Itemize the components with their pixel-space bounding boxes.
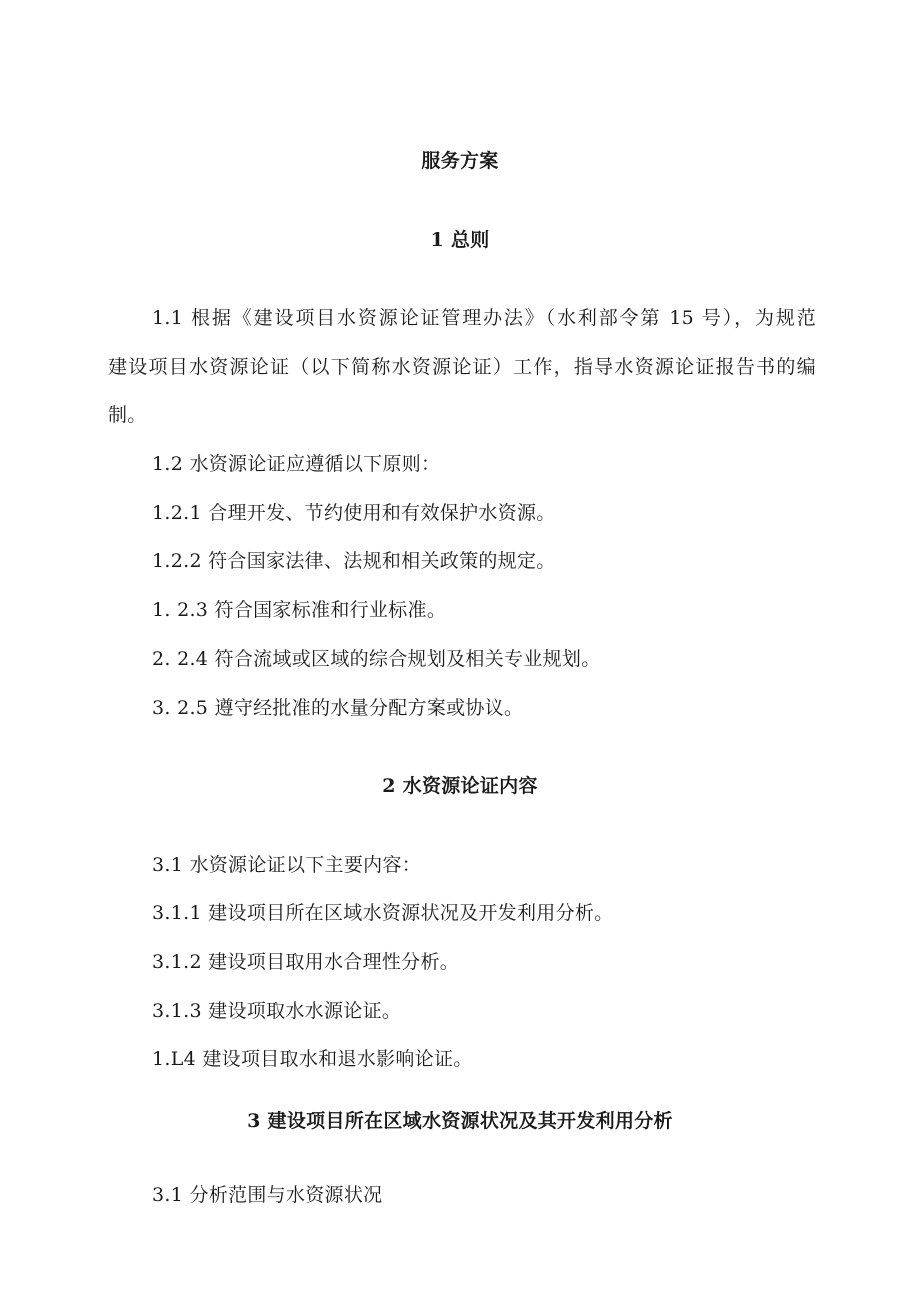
document-title: 服务方案	[421, 150, 499, 172]
section-2-item: 3.1.2 建设项目取用水合理性分析。	[152, 951, 460, 973]
section-1-item: 2. 2.4 符合流域或区域的综合规划及相关专业规划。	[152, 648, 601, 670]
section-1-item: 1. 2.3 符合国家标准和行业标准。	[152, 599, 447, 621]
section-2-item: 3.1 水资源论证以下主要内容：	[152, 854, 422, 876]
section-2-item: 3.1.3 建设项取水水源论证。	[152, 1000, 402, 1022]
section-1-item: 1.2 水资源论证应遵循以下原则：	[152, 453, 441, 475]
section-1-item: 3. 2.5 遵守经批准的水量分配方案或协议。	[152, 697, 524, 719]
paragraph-1-1-line-2: 建设项目水资源论证（以下简称水资源论证）工作，指导水资源论证报告书的编	[108, 356, 816, 378]
paragraph-1-1-line-3: 制。	[108, 404, 147, 426]
section-3-item: 3.1 分析范围与水资源状况	[152, 1184, 383, 1206]
section-1-item: 1.2.2 符合国家法律、法规和相关政策的规定。	[152, 550, 556, 572]
section-2-heading: 2 水资源论证内容	[382, 775, 538, 797]
section-1-heading: 1 总则	[430, 229, 490, 251]
section-2-item: 1.L4 建设项目取水和退水影响论证。	[152, 1048, 473, 1070]
paragraph-1-1-line-1: 1.1 根据《建设项目水资源论证管理办法》（水利部令第 15 号），为规范	[152, 307, 816, 329]
section-1-item: 1.2.1 合理开发、节约使用和有效保护水资源。	[152, 502, 556, 524]
section-3-heading: 3 建设项目所在区域水资源状况及其开发利用分析	[247, 1110, 673, 1132]
section-2-item: 3.1.1 建设项目所在区域水资源状况及开发利用分析。	[152, 902, 614, 924]
